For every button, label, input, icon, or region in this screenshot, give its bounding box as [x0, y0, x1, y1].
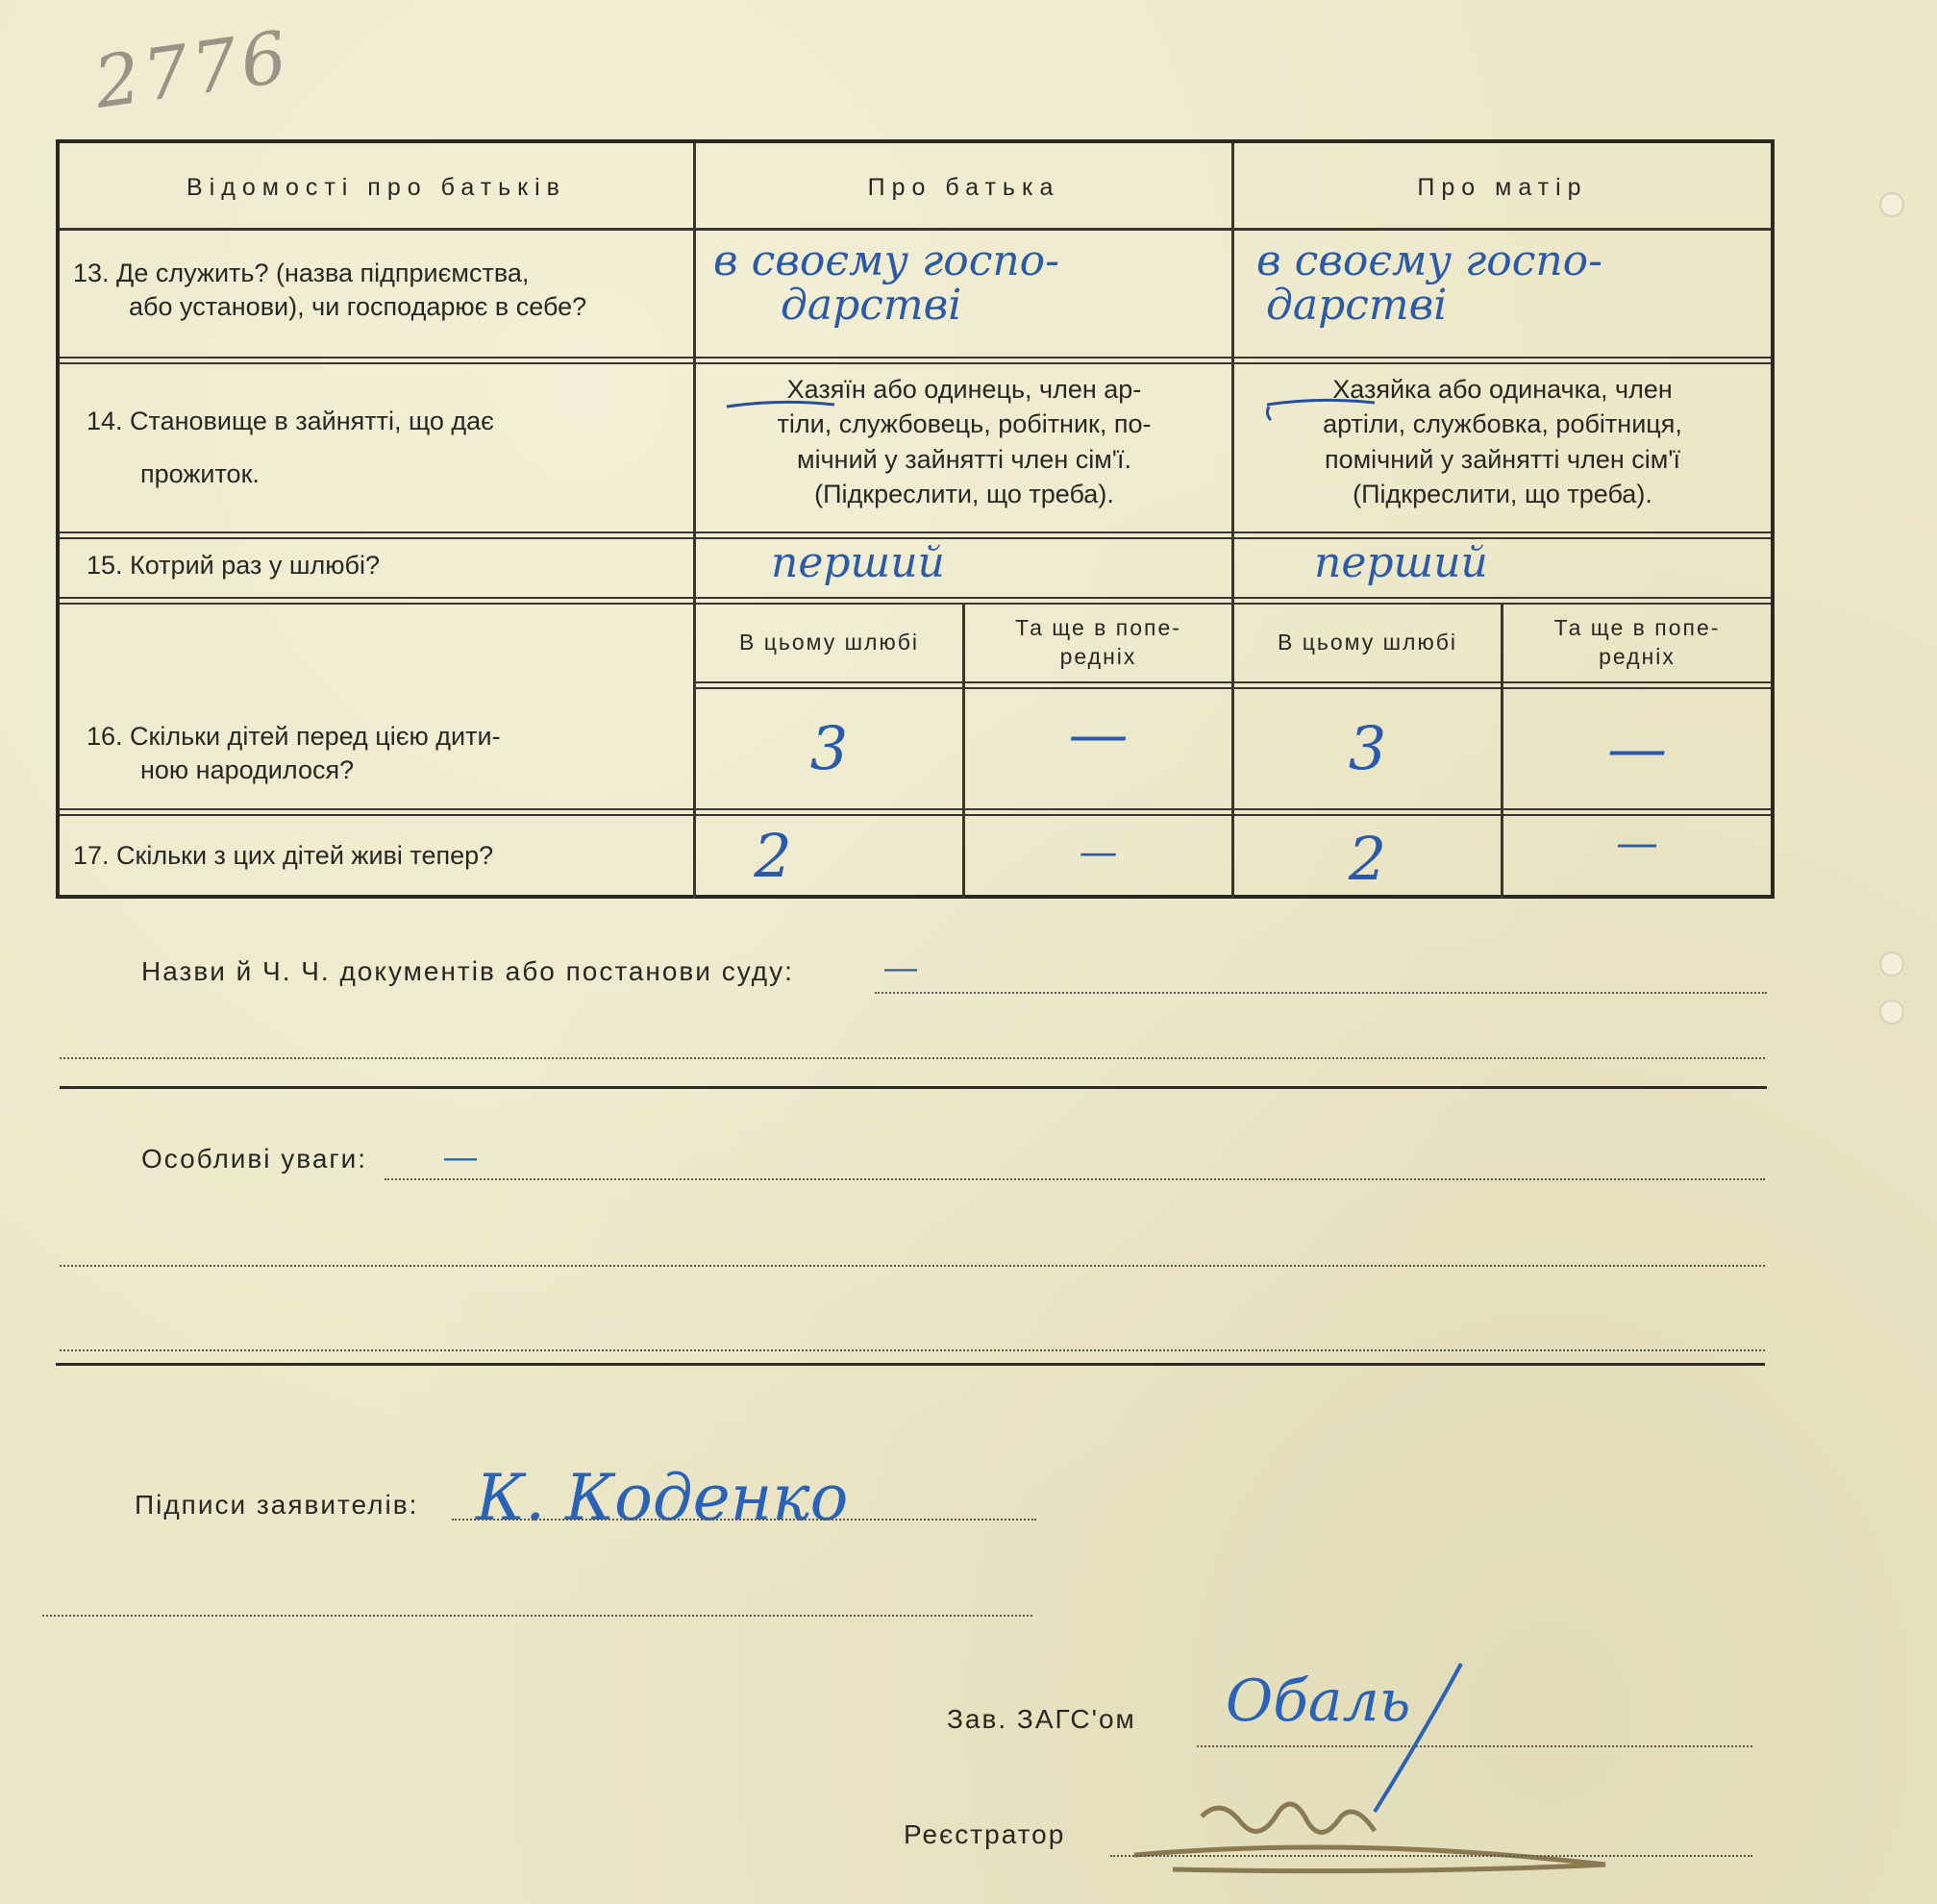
option-line: помічний у зайнятті член сім'ї — [1324, 444, 1681, 474]
question-16-line2: ною народилося? — [140, 755, 355, 785]
answer-16-father-previous: — — [1068, 699, 1129, 769]
signature-line — [1197, 1745, 1752, 1747]
question-14-line2: прожиток. — [140, 459, 260, 489]
remarks-value: — — [444, 1139, 477, 1175]
question-13 — [60, 257, 698, 324]
question-14 — [73, 395, 702, 502]
header-parents-info: Відомості про батьків — [186, 174, 566, 201]
question-15: 15. Котрий раз у шлюбі? — [87, 551, 380, 580]
answer-13-father-line1: в своєму госпо- — [713, 236, 1060, 285]
answer-17-father-this: 2 — [754, 821, 792, 891]
subheader-father-previous — [965, 614, 1231, 672]
signature-line — [1110, 1855, 1752, 1857]
underline-mark — [1263, 395, 1378, 424]
answer-16-father-this: 3 — [809, 713, 849, 783]
remarks-fill-line — [60, 1265, 1765, 1267]
binding-hole — [1879, 192, 1904, 217]
subheader-line: редніх — [1599, 643, 1676, 669]
documents-fill-line — [875, 992, 1767, 994]
header-father: Про батька — [867, 174, 1060, 201]
question-13-line2: або установи), чи господарює в себе? — [129, 292, 587, 322]
subheader-line: редніх — [1059, 643, 1137, 669]
registrar-label: Реєстратор — [904, 1819, 1066, 1849]
registrar-signature — [1115, 1778, 1615, 1884]
options-14-mother — [1237, 372, 1768, 512]
row-divider — [693, 681, 1771, 683]
subheader-line: Та ще в попе- — [1015, 615, 1181, 640]
row-divider — [60, 228, 1771, 231]
underline-mark — [723, 395, 838, 414]
answer-13-mother-line1: в своєму госпо- — [1256, 236, 1603, 285]
answer-15-father: перший — [771, 538, 945, 587]
question-17: 17. Скільки з цих дітей живі тепер? — [73, 841, 494, 870]
signature-line — [42, 1615, 1032, 1617]
answer-17-mother-this: 2 — [1348, 824, 1387, 894]
answer-13-father — [713, 236, 1223, 331]
subheader-father-this: В цьому шлюбі — [738, 630, 920, 655]
option-line: мічний у зайнятті член сім'ї. — [797, 444, 1131, 474]
binding-hole — [1879, 952, 1904, 977]
answer-13-mother — [1256, 236, 1766, 331]
subheader-mother-previous — [1503, 614, 1771, 672]
question-16-line1: 16. Скільки дітей перед цією дити- — [87, 722, 501, 751]
applicant-signature: К. Коденко — [476, 1461, 849, 1535]
head-label: Зав. ЗАГС'ом — [947, 1704, 1136, 1734]
answer-13-mother-line2: дарстві — [1266, 281, 1448, 331]
option-line: (Підкреслити, що треба). — [1353, 480, 1652, 509]
answer-15-mother: перший — [1314, 538, 1488, 587]
option-line: Хазяїн або одинець, член ар- — [786, 375, 1142, 404]
row-divider — [60, 532, 1771, 533]
option-line: (Підкреслити, що треба). — [814, 480, 1114, 509]
question-13-line1: 13. Де служить? (назва підприємства, — [73, 259, 530, 287]
header-mother: Про матір — [1417, 174, 1588, 201]
answer-16-mother-previous: — — [1607, 713, 1667, 783]
documents-label: Назви й Ч. Ч. документів або постанови суду: — [141, 956, 794, 986]
option-line: тіли, службовець, робітник, по- — [777, 409, 1152, 439]
answer-16-mother-this: 3 — [1348, 713, 1387, 783]
subheader-mother-this: В цьому шлюбі — [1277, 630, 1458, 655]
option-line: артіли, службовка, робітниця, — [1323, 409, 1682, 439]
row-divider — [60, 808, 1771, 810]
row-divider — [60, 597, 1771, 599]
applicants-signature-label: Підписи заявителів: — [135, 1490, 419, 1520]
archive-number: 2776 — [89, 15, 296, 125]
answer-13-father-line2: дарстві — [781, 281, 962, 331]
remarks-label: Особливі уваги: — [141, 1144, 368, 1174]
parents-info-table — [56, 139, 1775, 899]
section-divider — [56, 1363, 1765, 1366]
row-divider — [60, 357, 1771, 359]
section-divider — [60, 1086, 1767, 1089]
options-14-father — [699, 372, 1229, 512]
option-line: Хазяйка або одиначка, член — [1332, 375, 1673, 404]
binding-hole — [1879, 1000, 1904, 1025]
signature-line — [452, 1519, 1036, 1521]
head-signature: Обаль — [1226, 1668, 1411, 1735]
answer-17-mother-previous: — — [1616, 819, 1658, 868]
answer-17-father-previous: — — [1079, 830, 1118, 875]
question-16 — [73, 720, 702, 787]
remarks-fill-line — [60, 1349, 1765, 1351]
question-14-line1: 14. Становище в зайнятті, що дає — [87, 407, 494, 435]
remarks-fill-line — [385, 1178, 1765, 1180]
documents-fill-line — [60, 1057, 1765, 1059]
documents-value: — — [884, 950, 917, 986]
subheader-line: Та ще в попе- — [1553, 615, 1721, 640]
